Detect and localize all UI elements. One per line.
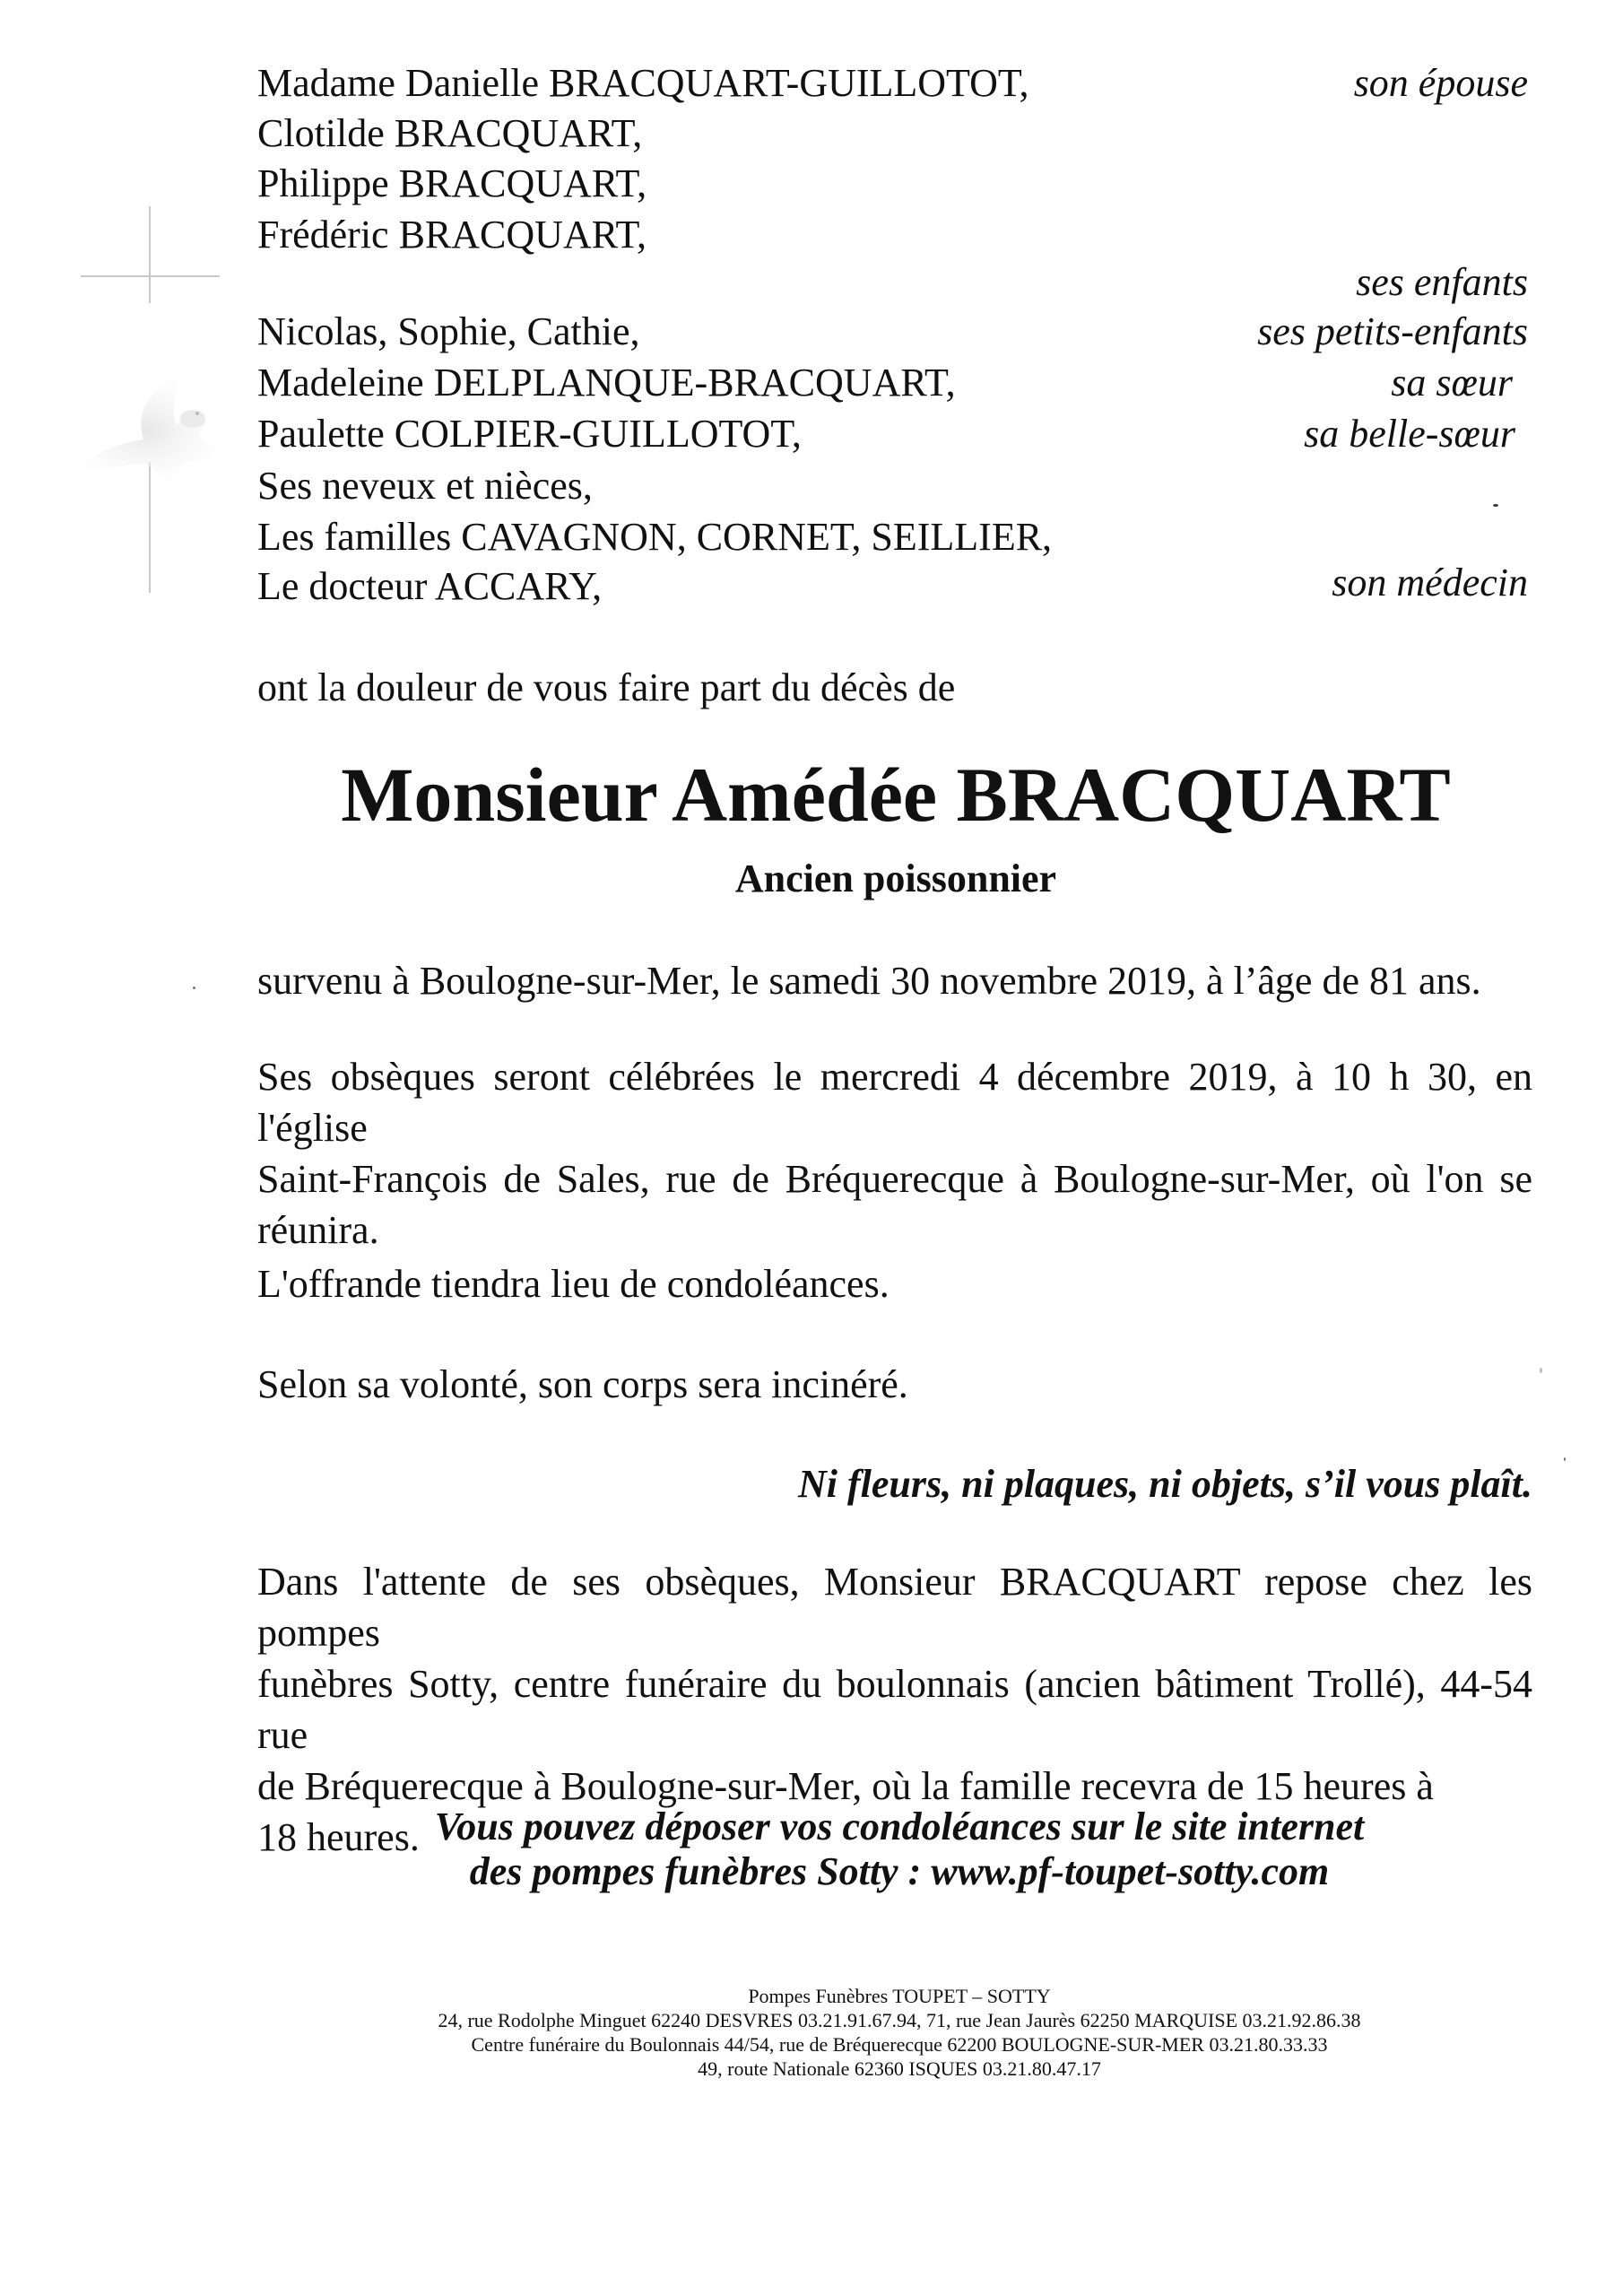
condolences-note	[0, 1805, 1623, 1894]
death-notice: survenu à Boulogne-sur-Mer, le samedi 30 novembre 2019, à l’âge de 81 ans.	[257, 959, 1481, 1003]
footer-address: Centre funéraire du Boulonnais 44/54, rue de Bréquerecque 62200 BOULOGNE-SUR-MER 03.21.80.33.33	[471, 2033, 1328, 2056]
repose-line: funèbres Sotty, centre funéraire du boulonnais (ancien bâtiment Trollé), 44-54 rue	[257, 1662, 1532, 1757]
funeral-paragraph	[257, 1051, 1532, 1256]
family-relation: sa belle-sœur	[1304, 412, 1515, 456]
family-member: Paulette COLPIER-GUILLOTOT,	[257, 412, 802, 456]
condolences-line-website: des pompes funèbres Sotty : www.pf-toupet-sotty.com	[469, 1849, 1330, 1893]
family-member: Les familles CAVAGNON, CORNET, SEILLIER,	[257, 515, 1053, 559]
cross-icon-upper	[149, 206, 151, 303]
family-member: Ses neveux et nièces,	[257, 464, 593, 508]
family-member: Madeleine DELPLANQUE-BRACQUART,	[257, 361, 956, 404]
family-relation: son médecin	[1332, 561, 1528, 604]
family-relation: sa sœur	[1391, 361, 1513, 404]
family-member: Madame Danielle BRACQUART-GUILLOTOT,	[257, 61, 1029, 105]
family-relation: ses petits-enfants	[1257, 309, 1528, 353]
funeral-line: Ses obsèques seront célébrées le mercredi 4 décembre 2019, à 10 h 30, en l'église	[257, 1055, 1532, 1150]
family-member: Clotilde BRACQUART,	[257, 111, 643, 155]
cross-icon-bar	[81, 275, 220, 277]
announcement-intro: ont la douleur de vous faire part du décès de	[257, 665, 956, 709]
family-relation: son épouse	[1353, 61, 1528, 105]
condolences-line: Vous pouvez déposer vos condoléances sur le site internet	[434, 1805, 1365, 1848]
no-flowers-note: Ni fleurs, ni plaques, ni objets, s’il vous plaît.	[798, 1462, 1532, 1506]
scan-speck	[1540, 1368, 1542, 1373]
repose-line: 18 heures.	[257, 1815, 420, 1859]
deceased-occupation: Ancien poissonnier	[734, 857, 1057, 900]
footer-address: 49, route Nationale 62360 ISQUES 03.21.80.47.17	[698, 2057, 1101, 2080]
cremation-note: Selon sa volonté, son corps sera incinéré.	[257, 1362, 908, 1406]
funeral-line: Saint-François de Sales, rue de Bréquerecque à Boulogne-sur-Mer, où l'on se	[257, 1157, 1532, 1201]
funeral-home-footer	[0, 1984, 1623, 2081]
offering-note: L'offrande tiendra lieu de condoléances.	[257, 1262, 890, 1306]
repose-line: de Bréquerecque à Boulogne-sur-Mer, où la famille recevra de 15 heures à	[257, 1764, 1434, 1808]
funeral-line: réunira.	[257, 1208, 379, 1252]
repose-line: Dans l'attente de ses obsèques, Monsieur BRACQUART repose chez les pompes	[257, 1560, 1532, 1655]
family-member: Le docteur ACCARY,	[257, 564, 603, 608]
family-relation: ses enfants	[1356, 260, 1528, 304]
family-member: Philippe BRACQUART,	[257, 161, 647, 205]
scan-speck	[193, 987, 195, 989]
footer-address: 24, rue Rodolphe Minguet 62240 DESVRES 03.21.91.67.94, 71, rue Jean Jaurès 62250 MARQUISE 03.21.92.86.38	[438, 2009, 1361, 2031]
family-member: Nicolas, Sophie, Cathie,	[257, 309, 640, 353]
family-member: Frédéric BRACQUART,	[257, 213, 647, 257]
footer-company: Pompes Funèbres TOUPET – SOTTY	[748, 1985, 1051, 2007]
scan-speck	[1493, 504, 1498, 507]
scan-speck	[1564, 1457, 1566, 1461]
dove-icon	[54, 354, 233, 507]
deceased-name: Monsieur Amédée BRACQUART	[341, 752, 1451, 838]
